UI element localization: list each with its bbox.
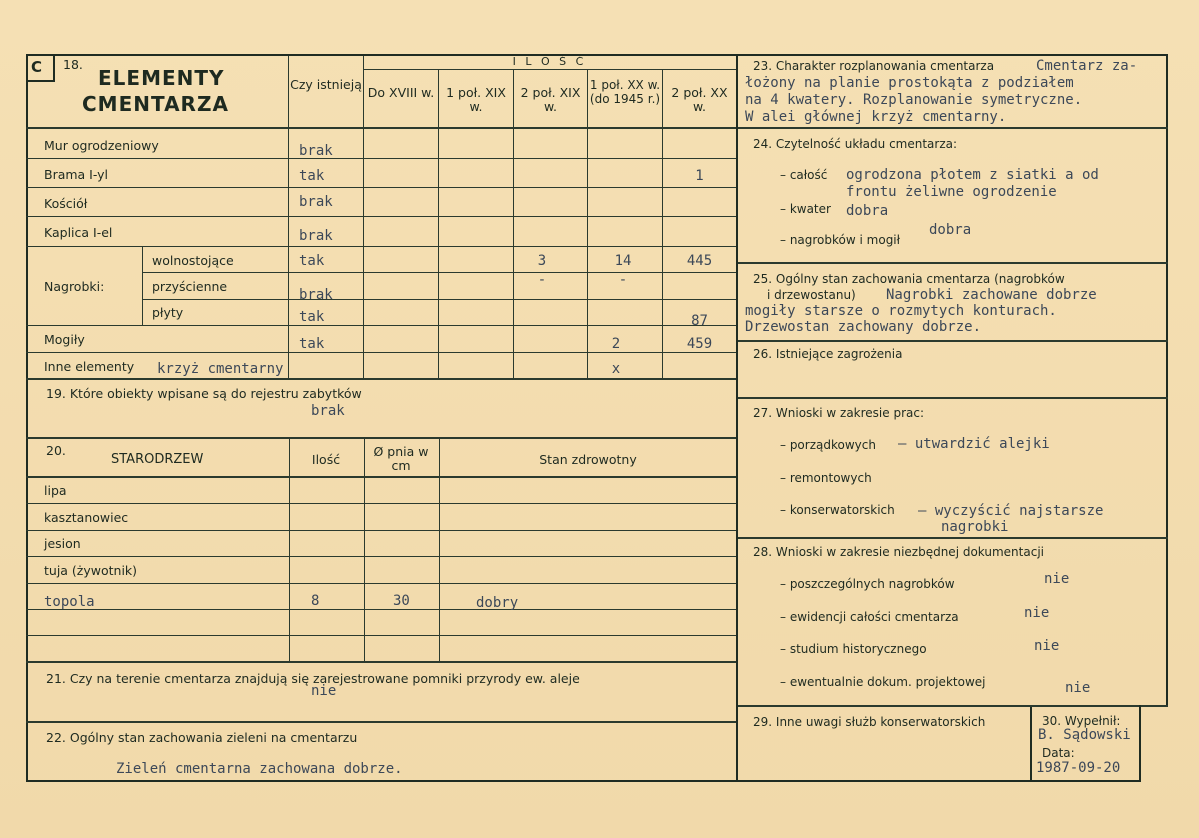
q26-label: 26. Istniejące zagrożenia (753, 347, 903, 361)
value-brama-count: 1 (695, 168, 704, 184)
row-line (26, 325, 736, 326)
tree-topola-diam: 30 (393, 593, 410, 609)
frame-bottom-left (26, 780, 738, 782)
row-line (26, 352, 736, 353)
q27-label: 27. Wnioski w zakresie prac: (753, 406, 925, 420)
q20-row-line (26, 583, 736, 584)
value-przyscienne-exists: brak (299, 287, 333, 303)
q28-item-3-value: nie (1034, 638, 1060, 654)
row-line (26, 246, 736, 247)
q27-konserw-value-1: – wyczyścić najstarsze (918, 503, 1104, 519)
value-mogily-2xx: 459 (686, 336, 713, 352)
row-label-nagrobki: Nagrobki: (44, 279, 105, 294)
q20-col-line-3 (439, 439, 440, 662)
q28-item-2-value: nie (1024, 605, 1050, 621)
q27-porzadkowych-value: – utwardzić alejki (898, 436, 1050, 452)
q20-col-diam: Ø pnia w cm (373, 444, 429, 473)
q27-konserw-value-2: nagrobki (941, 519, 1009, 535)
frame-middle (736, 54, 738, 782)
col-line-3 (438, 69, 439, 378)
row-line (26, 158, 736, 159)
q28-item-4-value: nie (1065, 680, 1091, 696)
q24-calosc-value-1: ogrodzona płotem z siatki a od (846, 167, 1099, 183)
q20-row-line (26, 609, 736, 610)
q20-row-line (26, 635, 736, 636)
col-line-4 (513, 69, 514, 378)
q27-bottom (738, 537, 1168, 539)
q23-line-3: na 4 kwatery. Rozplanowanie symetryczne. (745, 92, 1083, 108)
q23-line-4: W alei głównej krzyż cmentarny. (745, 109, 1007, 125)
section-title-2: CMENTARZA (82, 92, 229, 116)
tree-kasztanowiec: kasztanowiec (44, 510, 129, 525)
value-kaplica-exists: brak (299, 228, 333, 244)
q30-name: B. Sądowski (1038, 727, 1131, 743)
section-title-1: ELEMENTY (98, 66, 225, 90)
q28-item-3-label: – studium historycznego (780, 642, 927, 656)
q21-bottom (26, 721, 736, 723)
q24-label: 24. Czytelność układu cmentarza: (753, 137, 958, 151)
tree-topola-count: 8 (311, 593, 320, 609)
q20-row-line (26, 530, 736, 531)
ilosc-line (363, 69, 736, 70)
row-label-wolnostojace: wolnostojące (152, 253, 234, 268)
row-label-plyty: płyty (152, 305, 184, 320)
q19-label: 19. Które obiekty wpisane są do rejestru zabytków (46, 386, 362, 401)
value-mogily-1xx: 2 (611, 336, 621, 352)
section-number: 18. (63, 57, 83, 72)
grid-header-bottom (26, 127, 736, 129)
row-line (142, 299, 736, 300)
q20-row-line (26, 556, 736, 557)
period-1: Do XVIII w. (367, 85, 435, 100)
q23-bottom (738, 127, 1168, 129)
q24-kwater-label: – kwater (780, 202, 831, 216)
q27-konserw-label: – konserwatorskich (780, 503, 895, 517)
frame-bottom-right (738, 780, 1140, 782)
q30-right (1139, 705, 1141, 782)
row-line (26, 187, 736, 188)
value-plyty-exists: tak (299, 309, 325, 325)
col-line-2 (363, 56, 364, 378)
q19-bottom (26, 437, 736, 439)
nagrobki-divider (142, 246, 143, 325)
row-label-kaplica: Kaplica I-el (44, 225, 113, 240)
q28-item-2-label: – ewidencji całości cmentarza (780, 610, 959, 624)
value-kosciol-exists: brak (299, 194, 333, 210)
period-4: 1 poł. XX w. (do 1945 r.) (589, 78, 661, 106)
row-label-brama: Brama I-yl (44, 167, 109, 182)
q30-date-label: Data: (1042, 746, 1075, 760)
col-line-5 (587, 69, 588, 378)
q25-bottom (738, 340, 1168, 342)
q25-value-3: Drzewostan zachowany dobrze. (745, 319, 982, 335)
q24-calosc-label: – całość (780, 168, 828, 182)
q30-divider (1030, 707, 1032, 782)
q20-col-count: Ilość (311, 452, 341, 467)
value-wolnostojace-exists: tak (299, 253, 325, 269)
q27-remontowych-label: – remontowych (780, 471, 872, 485)
q23-line-2: łożony na planie prostokąta z podziałem (745, 75, 1074, 91)
q20-bottom (26, 661, 736, 663)
period-3: 2 poł. XIX w. (520, 85, 581, 114)
q23-line-1: Cmentarz za- (1036, 58, 1138, 74)
frame-right (1166, 54, 1168, 706)
q28-item-1-value: nie (1044, 571, 1070, 587)
value-przys-2xix: - (537, 272, 547, 288)
q24-nagrobkow-value: dobra (929, 222, 972, 238)
q22-label: 22. Ogólny stan zachowania zieleni na cmentarzu (46, 730, 358, 745)
q28-item-4-label: – ewentualnie dokum. projektowej (780, 675, 986, 689)
q25-value-2: mogiły starsze o rozmytych konturach. (745, 303, 1057, 319)
q26-bottom (738, 397, 1168, 399)
q25-label-2: i drzewostanu) (767, 288, 856, 302)
value-inne-1xx: x (611, 361, 621, 377)
ilosc-header: I L O Ś Ć (512, 55, 587, 68)
value-mogily-exists: tak (299, 336, 325, 352)
q25-value-1: Nagrobki zachowane dobrze (886, 287, 1097, 303)
q23-label: 23. Charakter rozplanowania cmentarza (753, 59, 995, 73)
col-exists-header: Czy istnieją (290, 77, 362, 92)
row-label-przyscienne: przyścienne (152, 279, 228, 294)
q24-calosc-value-2: frontu żeliwne ogrodzenie (846, 184, 1057, 200)
q25-label-1: 25. Ogólny stan zachowania cmentarza (nagrobków (753, 272, 1065, 286)
q30-label: 30. Wypełnił: (1042, 714, 1121, 728)
q20-title: STARODRZEW (111, 452, 204, 467)
period-5: 2 poł. XX w. (671, 85, 728, 114)
q28-item-1-label: – poszczególnych nagrobków (780, 577, 955, 591)
q20-header-bottom (26, 476, 736, 478)
value-wolno-2xix: 3 (537, 253, 547, 269)
q27-porzadkowych-label: – porządkowych (780, 438, 876, 452)
row-line (26, 216, 736, 217)
q20-col-line-2 (364, 439, 365, 662)
col-line-1 (288, 56, 289, 378)
q24-bottom (738, 262, 1168, 264)
q19-value: brak (311, 403, 345, 419)
value-wolno-1xx: 14 (614, 253, 632, 269)
q29-label: 29. Inne uwagi służb konserwatorskich (753, 715, 986, 729)
row-label-kosciol: Kościół (44, 196, 88, 211)
q24-nagrobkow-label: – nagrobków i mogił (780, 233, 901, 247)
tree-topola: topola (44, 594, 95, 610)
q21-label: 21. Czy na terenie cmentarza znajdują się zarejestrowane pomniki przyrody ew. aleje (46, 671, 580, 686)
q28-label: 28. Wnioski w zakresie niezbędnej dokumentacji (753, 545, 1044, 559)
q28-bottom (738, 705, 1168, 707)
value-inne: krzyż cmentarny (157, 361, 284, 377)
row-label-mogily: Mogiły (44, 332, 85, 347)
value-mur-exists: brak (299, 143, 333, 159)
q20-row-line (26, 503, 736, 504)
period-2: 1 poł. XIX w. (446, 85, 506, 114)
section-marker: C (31, 58, 43, 76)
tree-jesion: jesion (44, 536, 81, 551)
col-line-6 (662, 69, 663, 378)
row-label-mur: Mur ogrodzeniowy (44, 138, 159, 153)
q24-kwater-value: dobra (846, 203, 889, 219)
q20-num: 20. (46, 443, 66, 458)
value-brama-exists: tak (299, 168, 325, 184)
q30-date: 1987-09-20 (1036, 760, 1121, 776)
value-wolno-2xx: 445 (686, 253, 713, 269)
q20-col-health: Stan zdrowotny (539, 452, 637, 467)
row-label-inne: Inne elementy (44, 359, 135, 374)
q21-value: nie (311, 683, 337, 699)
value-plyty-2xx: 87 (691, 313, 708, 329)
q20-col-line-1 (289, 439, 290, 662)
tree-tuja: tuja (żywotnik) (44, 563, 138, 578)
value-przys-1xx: - (618, 272, 628, 288)
row-line (26, 378, 736, 380)
tree-topola-health: dobry (476, 595, 519, 611)
frame-left (26, 54, 28, 782)
q22-value: Zieleń cmentarna zachowana dobrze. (116, 761, 403, 777)
tree-lipa: lipa (44, 483, 67, 498)
